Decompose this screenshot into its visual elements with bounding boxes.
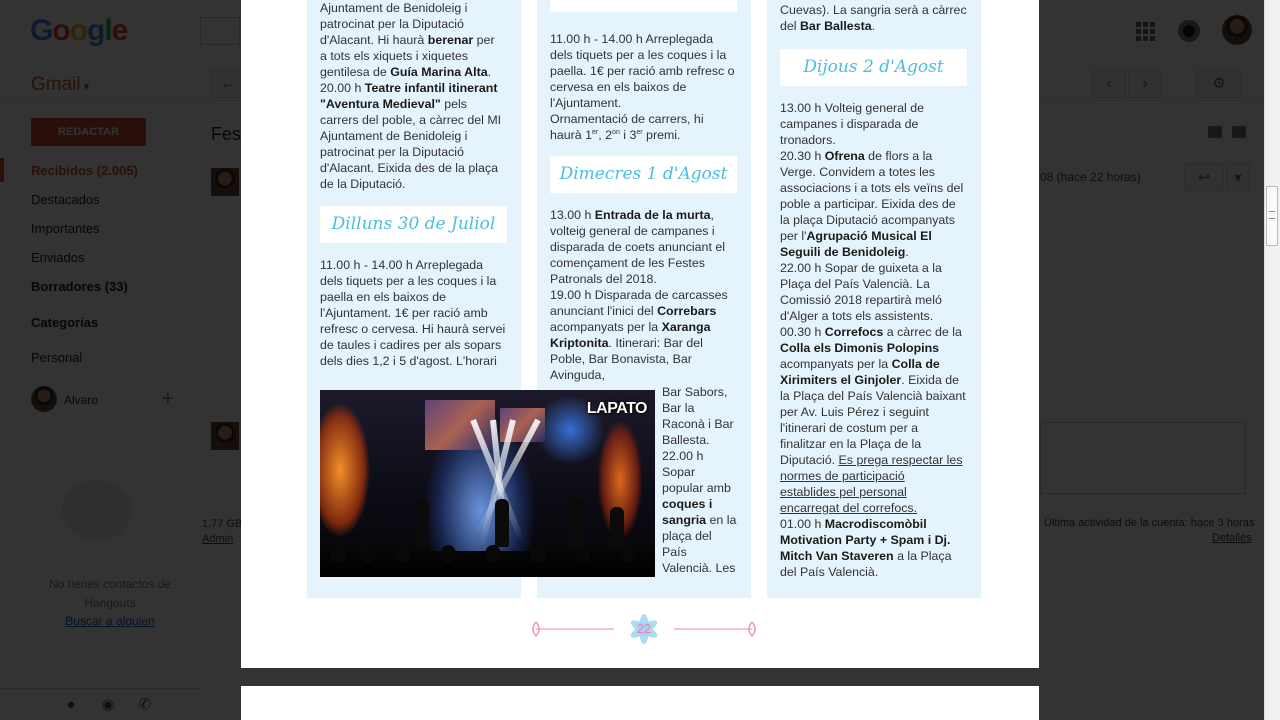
text-line: a tots els xiquets i xiquetes xyxy=(320,49,469,63)
text-line: gentilesa de Guía Marina Alta. xyxy=(320,65,492,79)
text-line: 01.00 h Macrodiscomòbil xyxy=(780,517,927,531)
text-line: Sopar xyxy=(662,465,696,479)
text-line: l'Ajuntament. xyxy=(550,96,622,110)
text-line: refresc o cervesa. Hi haurà servei xyxy=(320,322,506,336)
col2-text-3 xyxy=(662,384,750,576)
text-line: 19.00 h Disparada de carcasses xyxy=(550,288,728,302)
text-line: campanes i disparada de xyxy=(780,117,919,131)
col1-text-2 xyxy=(320,257,520,369)
text-line: tronadors. xyxy=(780,133,836,147)
pdf-page xyxy=(241,0,1039,668)
text-line: 22.00 h xyxy=(662,449,704,463)
text-line: començament de les Festes xyxy=(550,256,705,270)
text-line: 13.00 h Volteig general de xyxy=(780,101,924,115)
text-line: Ornamentació de carrers, hi xyxy=(550,112,704,126)
day-heading-ornamentation xyxy=(550,0,737,12)
text-line: d'Alger a tots els assistents. xyxy=(780,309,934,323)
text-line: cervesa en els baixos de xyxy=(550,80,687,94)
text-line: de taules i cadires per als sopars xyxy=(320,338,502,352)
text-line: dels dies 1,2 i 5 d'agost. L'horari xyxy=(320,354,497,368)
text-line: dels tiquets per a les coques i la xyxy=(550,48,727,62)
text-line: 20.00 h Teatre infantil itinerant xyxy=(320,81,498,95)
text-line: del País Valencià. xyxy=(780,565,879,579)
col3-text-1 xyxy=(780,2,980,34)
photo-logo: LAPATO xyxy=(586,400,647,417)
text-line: Comissió 2018 repartirà meló xyxy=(780,293,942,307)
text-line: disparada de coets anunciant el xyxy=(550,240,725,254)
text-line: Motivation Party + Spam i Dj. xyxy=(780,533,951,547)
text-line: sangria en la xyxy=(662,513,737,527)
col3-text-2 xyxy=(780,100,980,580)
text-line: encarregat del correfocs. xyxy=(780,501,918,515)
text-line: Colla els Dimonis Polopins xyxy=(780,341,940,355)
text-line: popular amb xyxy=(662,481,731,495)
next-pdf-page xyxy=(241,686,1039,720)
text-line: poble a participar. Eixida des de xyxy=(780,197,956,211)
text-line: carrers del poble, a càrrec del MI xyxy=(320,113,502,127)
day-heading-wednesday: Dimecres 1 d'Agost xyxy=(550,156,737,193)
text-line: per Av. Luis Pérez i seguint xyxy=(780,405,930,419)
text-line: per l'Agrupació Musical El xyxy=(780,229,932,243)
text-line: Poble, Bar Bonavista, Bar xyxy=(550,352,692,366)
text-line: Ajuntament de Benidoleig i xyxy=(320,1,468,15)
text-line: Avinguda, xyxy=(550,368,605,382)
text-line: 11.00 h - 14.00 h Arreplegada xyxy=(320,258,484,272)
text-line: Verge. Convidem a totes les xyxy=(780,165,935,179)
text-line: "Aventura Medieval" pels xyxy=(320,97,467,111)
scrollbar-track[interactable] xyxy=(1264,0,1280,720)
text-line: Kriptonita. Itinerari: Bar del xyxy=(550,336,703,350)
text-line: finalitzar en la Plaça de la xyxy=(780,437,922,451)
text-line: Raconà i Bar xyxy=(662,417,734,431)
text-line: 22.00 h Sopar de guixeta a la xyxy=(780,261,942,275)
text-line: Mitch Van Staveren a la Plaça xyxy=(780,549,952,563)
text-line: plaça del xyxy=(662,529,712,543)
text-line: paella en els baixos de xyxy=(320,290,447,304)
text-line: Ballesta. xyxy=(662,433,710,447)
text-line: haurà 1er, $2^{on}$ i 3er premi. xyxy=(550,128,681,142)
text-line: d'Alacant. Hi haurà berenar per xyxy=(320,33,495,47)
text-line: Seguili de Benidoleig. xyxy=(780,245,909,259)
text-line: Valencià. Les xyxy=(662,561,736,575)
text-line: de la Diputació. xyxy=(320,177,406,191)
text-line: patrocinat per la Diputació xyxy=(320,145,464,159)
text-line: coques i xyxy=(662,497,713,511)
text-line: Ajuntament de Benidoleig i xyxy=(320,129,468,143)
text-line: paella. 1€ per ració amb refresc o xyxy=(550,64,735,78)
text-line: associacions i a tots els veïns del xyxy=(780,181,964,195)
text-line: Plaça del País Valencià. La xyxy=(780,277,930,291)
col2-text-2 xyxy=(550,207,750,383)
text-line: volteig general de campanes i xyxy=(550,224,715,238)
text-line: Xirimiters el Ginjoler. Eixida de xyxy=(780,373,960,387)
text-line: patrocinat per la Diputació xyxy=(320,17,464,31)
text-line: Cuevas). La sangria serà a càrrec xyxy=(780,3,967,17)
text-line: acompanyats per la Xaranga xyxy=(550,320,711,334)
text-line: d'Alacant. Eixida des de la plaça xyxy=(320,161,499,175)
col1-text-1 xyxy=(320,0,520,192)
text-line: del Bar Ballesta. xyxy=(780,19,876,33)
page-number: 22 xyxy=(636,621,652,636)
text-line: Diputació. Es prega respectar les xyxy=(780,453,963,467)
text-line: Patronals del 2018. xyxy=(550,272,657,286)
text-line: la plaça Diputació acompanyats xyxy=(780,213,955,227)
text-line: dels tiquets per a les coques i la xyxy=(320,274,497,288)
text-line: 11.00 h - 14.00 h Arreplegada xyxy=(550,32,714,46)
day-heading-thursday: Dijous 2 d'Agost xyxy=(780,49,967,86)
text-line: establides pel personal xyxy=(780,485,907,499)
text-line: normes de participació xyxy=(780,469,905,483)
text-line: la Plaça del País Valencià baixant xyxy=(780,389,966,403)
col2-text-1 xyxy=(550,31,750,143)
concert-stage-photo xyxy=(320,390,655,577)
text-line: 13.00 h Entrada de la murta, xyxy=(550,208,714,222)
text-line: Bar Sabors, xyxy=(662,385,728,399)
text-line: l'Ajuntament. 1€ per ració amb xyxy=(320,306,488,320)
text-line: anunciant l'inici del Correbars xyxy=(550,304,717,318)
text-line: 00.30 h Correfocs a càrrec de la xyxy=(780,325,962,339)
day-heading-monday: Dilluns 30 de Juliol xyxy=(320,206,507,243)
text-line: l'itinerari de costum per a xyxy=(780,421,919,435)
text-line: Bar la xyxy=(662,401,695,415)
scrollbar-grip xyxy=(1269,211,1275,219)
text-line: acompanyats per la Colla de xyxy=(780,357,940,371)
program-column-3 xyxy=(767,0,981,598)
text-line: País xyxy=(662,545,687,559)
text-line: 20.30 h Ofrena de flors a la xyxy=(780,149,933,163)
